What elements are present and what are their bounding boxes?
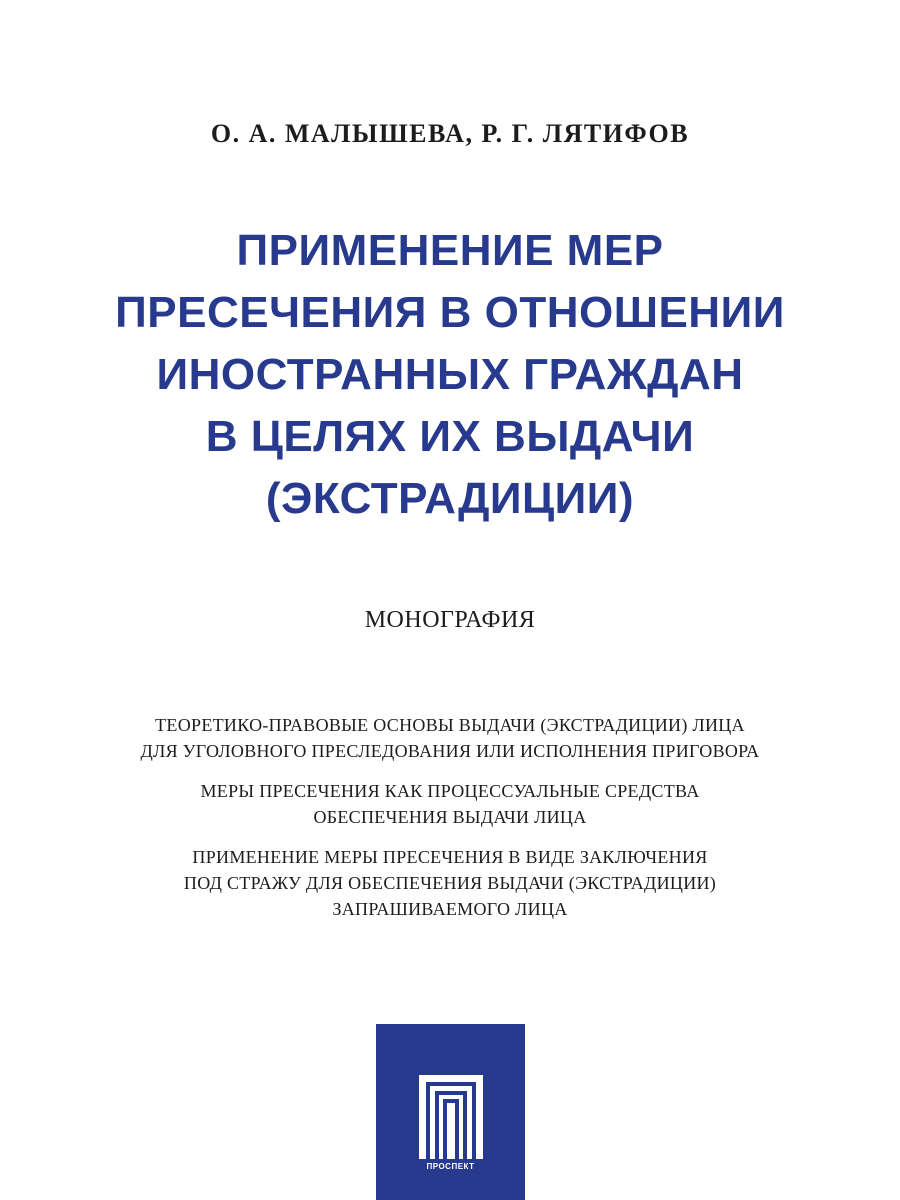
book-title-line: В ЦЕЛЯХ ИХ ВЫДАЧИ — [205, 412, 695, 461]
topic-line: МЕРЫ ПРЕСЕЧЕНИЯ КАК ПРОЦЕССУАЛЬНЫЕ СРЕДСТВА — [200, 781, 700, 801]
book-title — [60, 220, 840, 530]
publisher-name: ПРОСПЕКТ — [426, 1162, 475, 1171]
topic-item — [60, 778, 840, 830]
prospekt-logo-icon — [418, 1074, 484, 1160]
book-title-line: ПРЕСЕЧЕНИЯ В ОТНОШЕНИИ — [115, 288, 785, 337]
topic-line: ДЛЯ УГОЛОВНОГО ПРЕСЛЕДОВАНИЯ ИЛИ ИСПОЛНЕНИЯ ПРИГОВОРА — [140, 741, 760, 761]
topics-list — [60, 712, 840, 936]
publisher-logo-box — [376, 1024, 525, 1200]
book-title-line: ИНОСТРАННЫХ ГРАЖДАН — [156, 350, 744, 399]
book-title-line: ПРИМЕНЕНИЕ МЕР — [236, 226, 664, 275]
topic-item — [60, 712, 840, 764]
topic-line: ЗАПРАШИВАЕМОГО ЛИЦА — [332, 899, 568, 919]
topic-line: ОБЕСПЕЧЕНИЯ ВЫДАЧИ ЛИЦА — [313, 807, 587, 827]
authors: О. А. МАЛЫШЕВА, Р. Г. ЛЯТИФОВ — [210, 119, 690, 148]
book-title-line: (ЭКСТРАДИЦИИ) — [265, 474, 635, 523]
topic-item — [60, 844, 840, 922]
genre-label: МОНОГРАФИЯ — [364, 607, 536, 633]
topic-line: ПОД СТРАЖУ ДЛЯ ОБЕСПЕЧЕНИЯ ВЫДАЧИ (ЭКСТРАДИЦИИ) — [183, 873, 717, 893]
topic-line: ТЕОРЕТИКО-ПРАВОВЫЕ ОСНОВЫ ВЫДАЧИ (ЭКСТРАДИЦИИ) ЛИЦА — [155, 715, 745, 735]
topic-line: ПРИМЕНЕНИЕ МЕРЫ ПРЕСЕЧЕНИЯ В ВИДЕ ЗАКЛЮЧЕНИЯ — [192, 847, 708, 867]
